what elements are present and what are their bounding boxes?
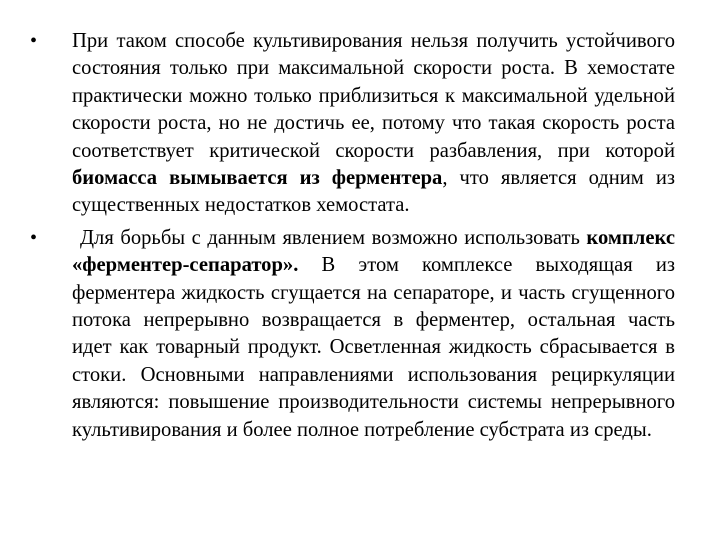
- bullet-icon: •: [30, 30, 38, 52]
- text-segment: При таком способе культивирования нельзя получить устойчивого состояния только при максимальной скорости роста. В хемостате практически можно только приблизиться к максимальной удельной скорости роста, но не достичь ее, потому что такая скорость роста соответствует критической скорости разбавления, при которой: [72, 30, 675, 162]
- paragraph-text: [72, 227, 675, 441]
- bullet-item-2: [30, 225, 675, 444]
- bullet-list: [30, 28, 675, 449]
- text-segment: Для борьбы с данным явлением возможно использовать: [80, 226, 587, 249]
- bullet-item-1: [30, 28, 675, 220]
- bullet-icon: •: [30, 226, 38, 249]
- bold-text-segment: биомасса вымывается из ферментера: [72, 167, 443, 190]
- text-segment: , что является одним из существенных недостатков хемостата.: [72, 167, 675, 217]
- text-segment: В этом комплексе выходящая из ферментера жидкость сгущается на сепараторе, и часть сгущенного потока непрерывно возвращается в ферментер, остальная часть идет как товарный продукт. Осветленная жидкость сбрасывается в стоки. Основными направлениями использования рециркуляции являются: повышение производительности системы непрерывного культивирования и более полное потребление субстрата из среды.: [72, 254, 675, 441]
- bold-text-segment: комплекс «ферментер-сепаратор».: [72, 226, 675, 277]
- paragraph-text: [72, 30, 675, 216]
